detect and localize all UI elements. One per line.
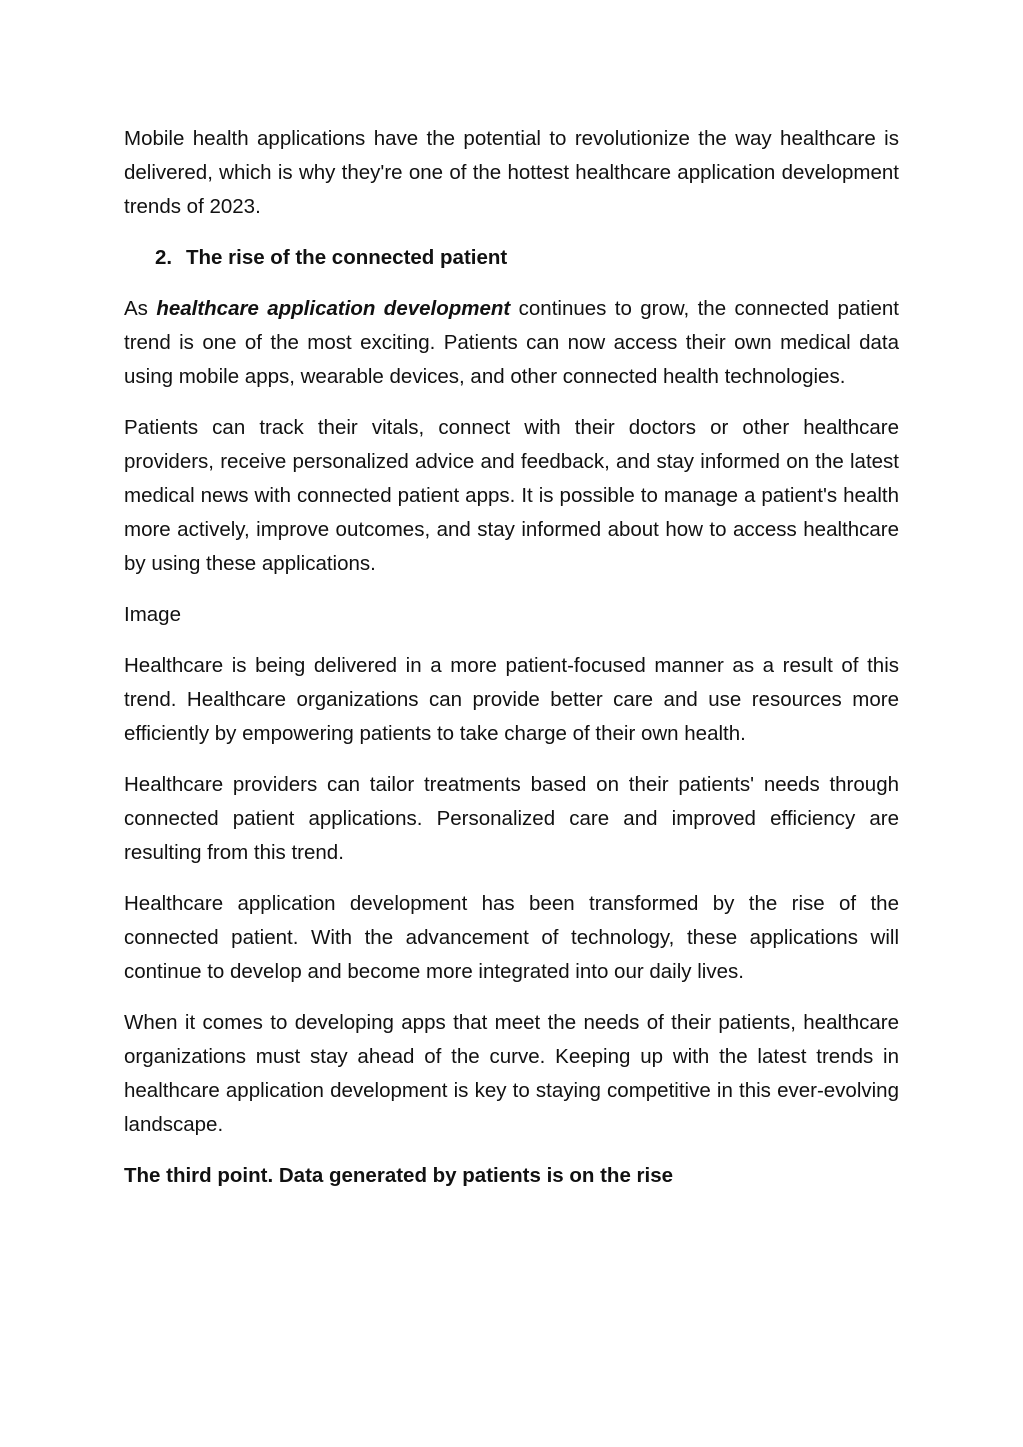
paragraph-transformation: Healthcare application development has been transformed by the rise of the connected patient. With the advancement of technology, these applications will continue to develop and become more integrated into our daily lives. (124, 892, 899, 983)
paragraph-stay-ahead: When it comes to developing apps that meet the needs of their patients, healthcare organizations must stay ahead of the curve. Keeping up with the latest trends in healthcare application development is key to staying competitive in this ever-evolving landscape. (124, 1011, 899, 1136)
section-number: 2. (155, 246, 173, 269)
paragraph-continuation: continues to grow, the connected patient trend is one of the most exciting. Patients can now access their own medical data using mobile apps, wearable devices, and other connected health technologies. (124, 297, 899, 388)
paragraph-connected-patient-trend (124, 292, 899, 394)
section-heading-connected-patient (124, 241, 899, 275)
emphasized-phrase: healthcare application development (156, 297, 511, 320)
paragraph-mobile-health: Mobile health applications have the potential to revolutionize the way healthcare is delivered, which is why they're one of the hottest healthcare application development trends of 2023. (124, 127, 899, 218)
paragraph-lead-word: As (124, 297, 148, 320)
section-heading-patient-data: The third point. Data generated by patients is on the rise (124, 1164, 674, 1187)
paragraph-patient-apps: Patients can track their vitals, connect with their doctors or other healthcare providers, receive personalized advice and feedback, and stay informed on the latest medical news with connected patient apps. It is possible to manage a patient's health more actively, improve outcomes, and stay informed about how to access healthcare by using these applications. (124, 416, 899, 575)
image-placeholder-text: Image (124, 603, 181, 626)
paragraph-tailored-treatments: Healthcare providers can tailor treatments based on their patients' needs through connected patient applications. Personalized care and improved efficiency are resulting from this trend. (124, 773, 899, 864)
section-title: The rise of the connected patient (186, 246, 508, 269)
paragraph-patient-focused: Healthcare is being delivered in a more patient-focused manner as a result of this trend. Healthcare organizations can provide better care and use resources more efficiently by empowering patients to take charge of their own health. (124, 654, 899, 745)
document-page (124, 122, 899, 1193)
